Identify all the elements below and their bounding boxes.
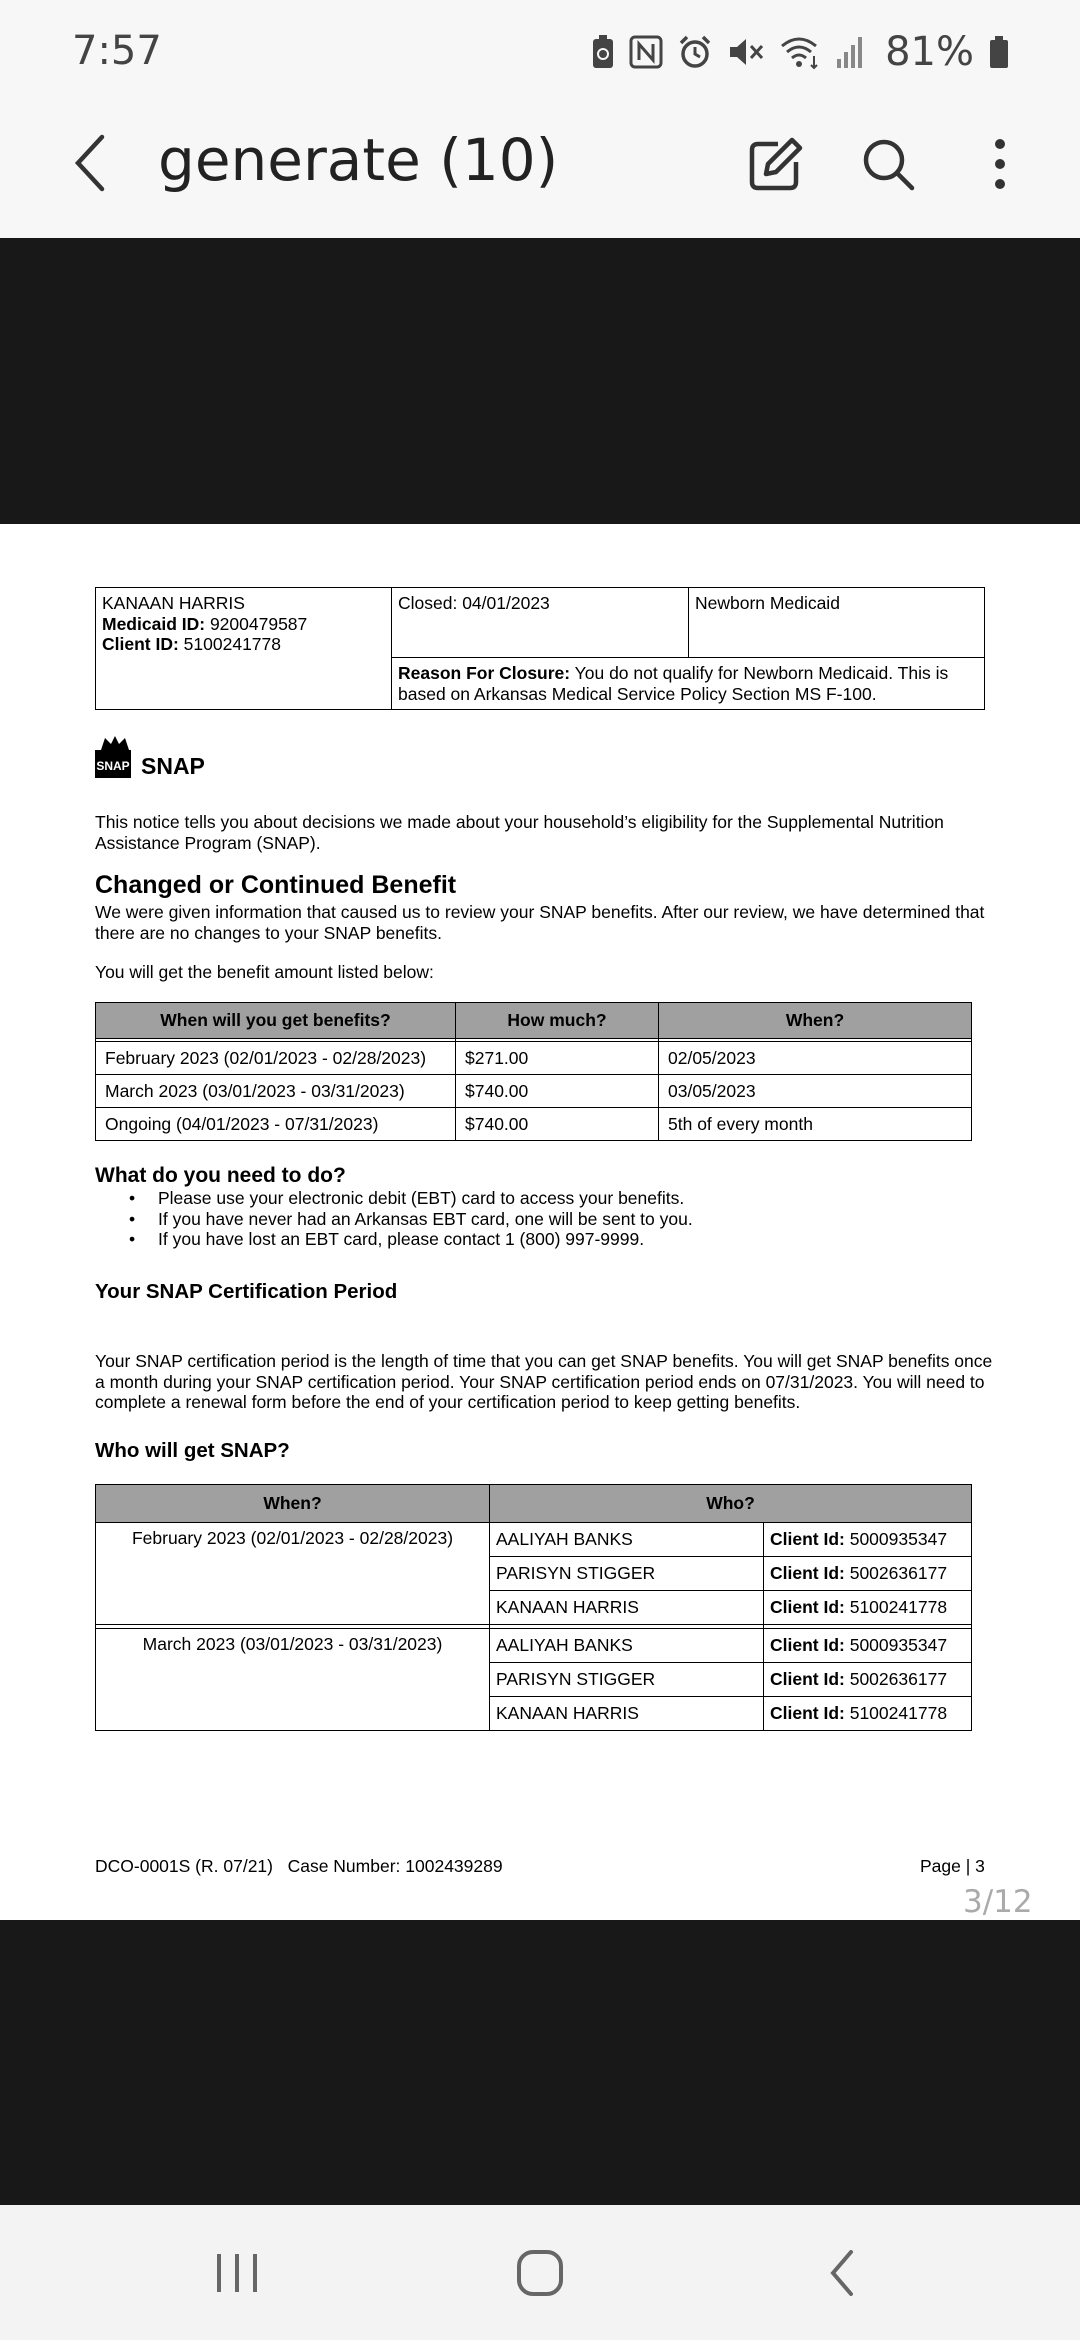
- member-client-id: [764, 1629, 972, 1663]
- snap-logo-text: SNAP: [96, 759, 130, 773]
- client-id-label: Client ID:: [102, 634, 179, 655]
- app-actions: [736, 124, 1040, 204]
- who-header-who: Who?: [490, 1485, 972, 1523]
- member-name: PARISYN STIGGER: [490, 1663, 764, 1697]
- footer-case-number: DCO-0001S (R. 07/21) Case Number: 1002439289: [95, 1856, 503, 1876]
- client-id: 5100241778: [178, 634, 282, 655]
- medicaid-id: 9200479587: [205, 613, 308, 634]
- closed-date: Closed: 04/01/2023: [392, 588, 689, 658]
- search-icon: [860, 136, 916, 192]
- member-client-id: [764, 1523, 972, 1557]
- closure-reason: [392, 658, 985, 710]
- client-id-label: Client Id:: [770, 1597, 845, 1618]
- page-indicator: 3/12: [963, 1884, 1033, 1920]
- benefit-amount: $740.00: [456, 1108, 659, 1141]
- table-row: [96, 1075, 972, 1108]
- viewer-background-top: [0, 238, 1080, 524]
- list-item: • If you have lost an EBT card, please contact 1 (800) 997-9999.: [95, 1229, 985, 1250]
- snap-logo-icon: [95, 734, 135, 780]
- member-name: PARISYN STIGGER: [490, 1557, 764, 1591]
- benefit-date: 02/05/2023: [659, 1042, 972, 1075]
- battery-saver-icon: [591, 34, 615, 70]
- alarm-icon: [677, 34, 713, 70]
- status-icons: [591, 30, 1010, 74]
- benefit-date: 5th of every month: [659, 1108, 972, 1141]
- who-heading: Who will get SNAP?: [95, 1439, 290, 1462]
- nav-back-button[interactable]: [802, 2243, 882, 2303]
- closure-program: Newborn Medicaid: [689, 588, 985, 658]
- benefit-period: March 2023 (03/01/2023 - 03/31/2023): [96, 1075, 456, 1108]
- document-page: [0, 524, 1080, 1920]
- table-row: [96, 1523, 972, 1557]
- client-id-value: 5100241778: [844, 1703, 948, 1724]
- who-period: February 2023 (02/01/2023 - 02/28/2023): [96, 1523, 490, 1625]
- home-icon: [515, 2248, 565, 2298]
- battery-percent: 81%: [885, 29, 974, 75]
- back-icon: [72, 133, 108, 193]
- member-client-id: [764, 1663, 972, 1697]
- closure-reason-label: Reason For Closure:: [398, 663, 571, 683]
- snap-header: [95, 734, 205, 780]
- footer-page-number: Page | 3: [920, 1856, 985, 1876]
- client-id-label: Client Id:: [770, 1529, 845, 1550]
- back-icon: [827, 2248, 857, 2298]
- benefit-amount: $271.00: [456, 1042, 659, 1075]
- more-button[interactable]: [960, 124, 1040, 204]
- status-bar: [0, 0, 1080, 100]
- benefits-header-amount: How much?: [456, 1003, 659, 1039]
- snap-heading: SNAP: [141, 752, 205, 779]
- member-name: KANAAN HARRIS: [490, 1697, 764, 1731]
- client-id-value: 5002636177: [844, 1563, 948, 1584]
- table-row: [96, 1629, 972, 1663]
- benefits-header-date: When?: [659, 1003, 972, 1039]
- client-id-value: 5000935347: [844, 1635, 948, 1656]
- list-item: • If you have never had an Arkansas EBT card, one will be sent to you.: [95, 1209, 985, 1230]
- todo-heading: What do you need to do?: [95, 1164, 346, 1187]
- benefit-amount: $740.00: [456, 1075, 659, 1108]
- who-table: [95, 1484, 972, 1731]
- client-id-label: Client Id:: [770, 1563, 845, 1584]
- member-name: AALIYAH BANKS: [490, 1629, 764, 1663]
- member-name: AALIYAH BANKS: [490, 1523, 764, 1557]
- who-header-when: When?: [96, 1485, 490, 1523]
- benefits-table: [95, 1002, 972, 1141]
- recents-icon: [215, 2250, 259, 2296]
- changed-heading: Changed or Continued Benefit: [95, 871, 457, 899]
- table-row: [96, 1108, 972, 1141]
- mute-icon: [727, 35, 765, 69]
- status-time: 7:57: [72, 28, 162, 74]
- who-period: March 2023 (03/01/2023 - 03/31/2023): [96, 1629, 490, 1731]
- review-text: We were given information that caused us to review your SNAP benefits. After our review, we have determined that there are no changes to your SNAP benefits.: [95, 902, 985, 943]
- home-button[interactable]: [500, 2243, 580, 2303]
- more-icon: [992, 136, 1008, 192]
- closure-name: KANAAN HARRIS: [102, 593, 245, 613]
- viewer-background-bottom: [0, 1920, 1080, 2205]
- nav-bar: [0, 2205, 1080, 2340]
- amount-intro: You will get the benefit amount listed below:: [95, 962, 434, 982]
- client-id-value: 5100241778: [844, 1597, 948, 1618]
- cert-text: Your SNAP certification period is the length of time that you can get SNAP benefits. You will get SNAP benefits once a month during your SNAP certification period. Your SNAP certification period ends on 07/31/2023. You will need to complete a renewal form before the end of your certification period to keep getting benefits.: [95, 1351, 993, 1412]
- client-id-label: Client Id:: [770, 1635, 845, 1656]
- notice-text: This notice tells you about decisions we made about your household’s eligibility for the Supplemental Nutrition Assistance Program (SNAP).: [95, 812, 944, 853]
- client-id-value: 5002636177: [844, 1669, 948, 1690]
- list-item: • Please use your electronic debit (EBT) card to access your benefits.: [95, 1188, 985, 1209]
- client-id-value: 5000935347: [844, 1529, 948, 1550]
- back-button[interactable]: [60, 128, 120, 198]
- member-client-id: [764, 1697, 972, 1731]
- client-id-label: Client Id:: [770, 1703, 845, 1724]
- closure-table: [95, 587, 985, 710]
- closure-reason-text: You do not qualify for Newborn Medicaid. This is based on Arkansas Medical Service Policy Section MS F-100.: [398, 663, 949, 704]
- search-button[interactable]: [848, 124, 928, 204]
- member-client-id: [764, 1557, 972, 1591]
- benefit-period: Ongoing (04/01/2023 - 07/31/2023): [96, 1108, 456, 1141]
- recents-button[interactable]: [197, 2243, 277, 2303]
- benefits-header-when: When will you get benefits?: [96, 1003, 456, 1039]
- benefit-date: 03/05/2023: [659, 1075, 972, 1108]
- cert-heading: Your SNAP Certification Period: [95, 1280, 398, 1303]
- page-title: generate (10): [158, 126, 559, 194]
- member-client-id: [764, 1591, 972, 1625]
- battery-icon: [988, 35, 1010, 69]
- todo-list: [95, 1188, 985, 1250]
- closure-client-cell: [96, 588, 392, 710]
- signal-icon: [835, 35, 865, 69]
- member-name: KANAAN HARRIS: [490, 1591, 764, 1625]
- edit-button[interactable]: [736, 124, 816, 204]
- benefit-period: February 2023 (02/01/2023 - 02/28/2023): [96, 1042, 456, 1075]
- edit-icon: [748, 136, 804, 192]
- table-row: [96, 1042, 972, 1075]
- client-id-label: Client Id:: [770, 1669, 845, 1690]
- nfc-icon: [629, 35, 663, 69]
- wifi-icon: [779, 34, 821, 70]
- medicaid-id-label: Medicaid ID:: [102, 613, 206, 634]
- app-bar: [0, 100, 1080, 238]
